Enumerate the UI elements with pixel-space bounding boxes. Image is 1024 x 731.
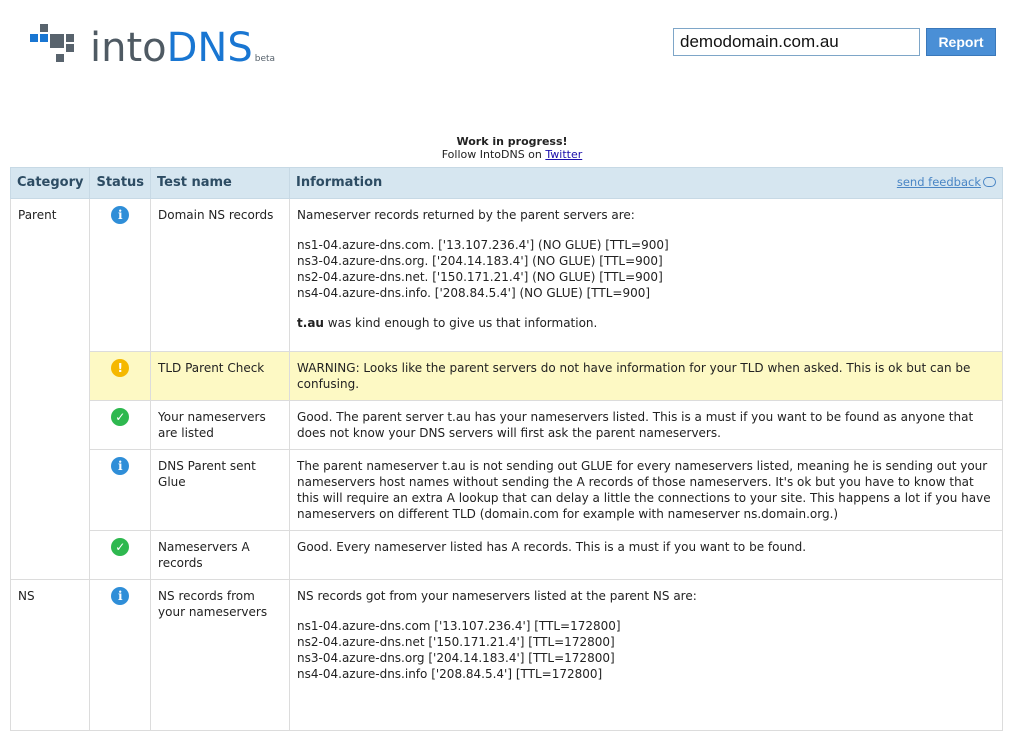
ns-record: ns2-04.azure-dns.net ['150.171.21.4'] [TTL=172800] xyxy=(297,635,615,649)
notice-follow xyxy=(0,148,1024,161)
category-parent: Parent xyxy=(11,199,90,580)
header-information xyxy=(290,168,1003,199)
test-name: Nameservers A records xyxy=(151,531,290,580)
information xyxy=(290,199,1003,352)
status-cell xyxy=(90,199,151,352)
results-table xyxy=(10,167,1003,731)
header-test-name: Test name xyxy=(151,168,290,199)
report-form xyxy=(673,28,996,56)
logo-text-into: into xyxy=(90,25,167,71)
category-ns: NS xyxy=(11,580,90,731)
ns-record-list xyxy=(297,237,995,301)
twitter-link[interactable]: Twitter xyxy=(545,148,583,161)
notice xyxy=(0,135,1024,161)
info-note xyxy=(297,315,995,343)
table-row xyxy=(11,199,1003,352)
speech-bubble-icon xyxy=(983,177,996,187)
test-name: Domain NS records xyxy=(151,199,290,352)
status-cell xyxy=(90,401,151,450)
information: WARNING: Looks like the parent servers do not have information for your TLD when asked. This is ok but can be confusing. xyxy=(290,352,1003,401)
table-header-row xyxy=(11,168,1003,199)
test-name: Your nameservers are listed xyxy=(151,401,290,450)
header-category: Category xyxy=(11,168,90,199)
report-button[interactable]: Report xyxy=(926,28,996,56)
information xyxy=(290,580,1003,731)
ns-record: ns4-04.azure-dns.info ['208.84.5.4'] [TTL=172800] xyxy=(297,667,603,681)
logo-mark-icon xyxy=(30,20,86,68)
parent-server-name: t.au xyxy=(297,316,324,330)
notice-title: Work in progress! xyxy=(456,135,568,148)
ns-record: ns1-04.azure-dns.com. ['13.107.236.4'] (NO GLUE) [TTL=900] xyxy=(297,238,669,252)
ns-record-list xyxy=(297,618,995,682)
table-row xyxy=(11,450,1003,531)
info-intro: NS records got from your nameservers listed at the parent NS are: xyxy=(297,589,697,603)
header-information-label: Information xyxy=(296,175,383,190)
info-note-text: was kind enough to give us that information. xyxy=(323,316,598,330)
test-name: TLD Parent Check xyxy=(151,352,290,401)
status-cell xyxy=(90,580,151,731)
notice-follow-text: Follow IntoDNS on xyxy=(441,148,542,161)
table-row xyxy=(11,531,1003,580)
info-icon: i xyxy=(111,206,129,224)
information: Good. The parent server t.au has your nameservers listed. This is a must if you want to be found as anyone that does not know your DNS servers will first ask the parent nameservers. xyxy=(290,401,1003,450)
send-feedback-label: send feedback xyxy=(896,175,981,189)
logo-text xyxy=(90,25,253,71)
send-feedback-link[interactable] xyxy=(897,174,996,190)
ns-record: ns2-04.azure-dns.net. ['150.171.21.4'] (NO GLUE) [TTL=900] xyxy=(297,270,663,284)
test-name: DNS Parent sent Glue xyxy=(151,450,290,531)
information: The parent nameserver t.au is not sending out GLUE for every nameservers listed, meaning he is sending out your nameservers host names without sending the A records of those nameservers. It's ok but you have to know that this will require an extra A lookup that can delay a little the connections to your site. This happens a lot if you have nameservers on different TLD (domain.com for example with nameserver ns.domain.org.) xyxy=(290,450,1003,531)
table-row-warning xyxy=(11,352,1003,401)
logo-text-dns: DNS xyxy=(166,25,253,71)
status-cell xyxy=(90,450,151,531)
ns-record: ns1-04.azure-dns.com ['13.107.236.4'] [TTL=172800] xyxy=(297,619,621,633)
ns-record: ns3-04.azure-dns.org ['204.14.183.4'] [TTL=172800] xyxy=(297,651,615,665)
intodns-logo[interactable] xyxy=(30,18,276,71)
warning-icon: ! xyxy=(111,359,129,377)
table-row xyxy=(11,580,1003,731)
information: Good. Every nameserver listed has A records. This is a must if you want to be found. xyxy=(290,531,1003,580)
ns-record: ns3-04.azure-dns.org. ['204.14.183.4'] (NO GLUE) [TTL=900] xyxy=(297,254,663,268)
status-cell xyxy=(90,531,151,580)
domain-input[interactable] xyxy=(673,28,920,56)
test-name: NS records from your nameservers xyxy=(151,580,290,731)
header-status: Status xyxy=(90,168,151,199)
info-intro: Nameserver records returned by the parent servers are: xyxy=(297,208,635,222)
logo-beta: beta xyxy=(254,54,276,64)
ns-record: ns4-04.azure-dns.info. ['208.84.5.4'] (NO GLUE) [TTL=900] xyxy=(297,286,651,300)
check-icon: ✓ xyxy=(111,538,129,556)
info-icon: i xyxy=(111,457,129,475)
check-icon: ✓ xyxy=(111,408,129,426)
table-row xyxy=(11,401,1003,450)
status-cell xyxy=(90,352,151,401)
info-icon: i xyxy=(111,587,129,605)
